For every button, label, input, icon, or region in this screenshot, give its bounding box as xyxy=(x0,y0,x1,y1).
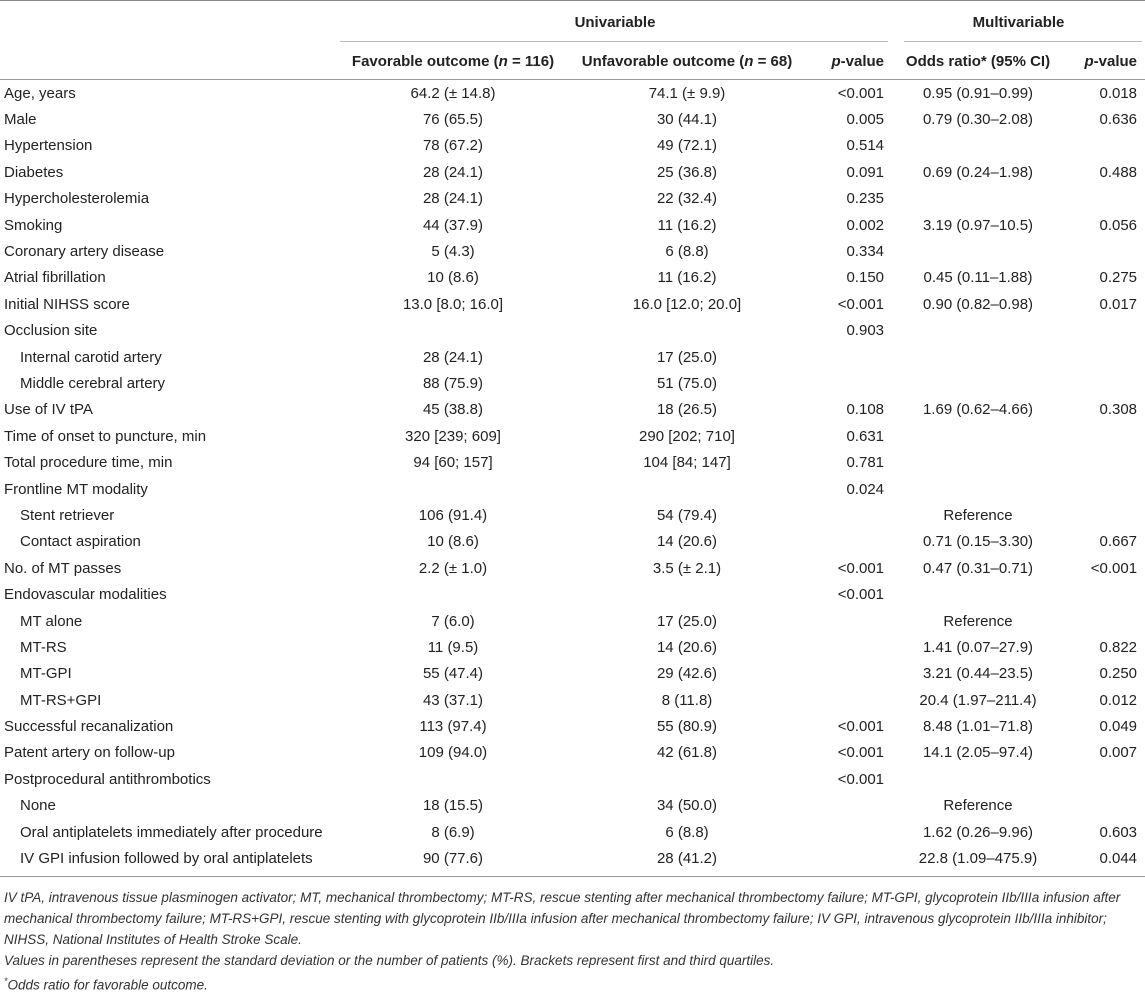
cell-pvalue-multi: 0.603 xyxy=(1099,823,1138,841)
cell-pvalue-multi: 0.049 xyxy=(1099,718,1138,736)
cell-pvalue xyxy=(806,845,892,876)
cell-pvalue: 0.903 xyxy=(846,322,885,340)
cell-pvalue: <0.001 xyxy=(837,559,885,577)
cell-odds-ratio: 0.79 (0.30–2.08) xyxy=(922,111,1034,129)
univariable-underline xyxy=(340,41,888,42)
table-row xyxy=(0,845,1145,876)
cell-pvalue xyxy=(806,661,892,687)
cell-odds-ratio: 1.69 (0.62–4.66) xyxy=(922,401,1034,419)
row-label: Endovascular modalities xyxy=(4,586,167,604)
cell-pvalue xyxy=(806,502,892,528)
table-body xyxy=(0,80,1145,877)
cell-pvalue-multi: 0.275 xyxy=(1099,269,1138,287)
cell-pvalue: 0.091 xyxy=(846,163,885,181)
cell-favorable: 28 (24.1) xyxy=(422,190,484,208)
cell-odds-ratio xyxy=(892,238,1064,264)
cell-unfavorable: 18 (26.5) xyxy=(656,401,718,419)
row-label: Frontline MT modality xyxy=(4,480,148,498)
row-label: Oral antiplatelets immediately after procedure xyxy=(20,823,323,841)
table-row xyxy=(0,793,1145,819)
cell-pvalue xyxy=(806,634,892,660)
cell-pvalue xyxy=(806,793,892,819)
cell-odds-ratio: 14.1 (2.05–97.4) xyxy=(922,744,1034,762)
cell-favorable: 43 (37.1) xyxy=(422,691,484,709)
cell-unfavorable: 49 (72.1) xyxy=(656,137,718,155)
multivariable-underline xyxy=(904,41,1142,42)
cell-favorable: 5 (4.3) xyxy=(431,243,475,261)
cell-pvalue: 0.781 xyxy=(846,454,885,472)
row-label: Coronary artery disease xyxy=(4,243,165,261)
row-label: Use of IV tPA xyxy=(4,401,93,419)
cell-pvalue-multi xyxy=(1064,186,1145,212)
cell-favorable: 55 (47.4) xyxy=(422,665,484,683)
cell-odds-ratio: 22.8 (1.09–475.9) xyxy=(892,845,1064,876)
cell-unfavorable: 14 (20.6) xyxy=(656,533,718,551)
cell-odds-ratio xyxy=(892,476,1064,502)
table-row xyxy=(0,529,1145,555)
cell-favorable: 44 (37.9) xyxy=(422,216,484,234)
cell-pvalue-multi: 0.012 xyxy=(1099,691,1138,709)
row-label: Patent artery on follow-up xyxy=(4,744,175,762)
cell-favorable xyxy=(338,581,568,607)
cell-favorable: 18 (15.5) xyxy=(422,797,484,815)
row-label: MT-RS xyxy=(20,638,67,656)
cell-pvalue: <0.001 xyxy=(837,586,885,604)
abbreviations-note: IV tPA, intravenous tissue plasminogen activator; MT, mechanical thrombectomy; MT-RS, rescue stenting after mechanical thrombectomy failure; MT-GPI, glycoprotein IIb/IIIa infusion after mechanical thrombectomy failure; MT-RS+GPI, rescue stenting with glycoprotein IIb/IIIa infusion after mechanical thrombectomy failure; IV GPI, intravenous glycoprotein IIb/IIIa inhibitor; NIHSS, National Institutes of Health Stroke Scale. xyxy=(4,889,1121,947)
cell-favorable xyxy=(338,766,568,792)
row-label: Occlusion site xyxy=(4,322,98,340)
row-label: Hypercholesterolemia xyxy=(4,190,150,208)
cell-pvalue-multi xyxy=(1064,766,1145,792)
row-label: None xyxy=(20,797,56,815)
cell-unfavorable: 104 [84; 147] xyxy=(643,454,731,472)
table-row xyxy=(0,370,1145,396)
table-row xyxy=(0,634,1145,660)
cell-pvalue-multi xyxy=(1064,581,1145,607)
cell-pvalue: <0.001 xyxy=(837,744,885,762)
cell-unfavorable: 54 (79.4) xyxy=(656,506,718,524)
cell-pvalue: <0.001 xyxy=(837,84,885,102)
cell-favorable: 106 (91.4) xyxy=(418,506,488,524)
cell-unfavorable: 8 (11.8) xyxy=(661,691,713,709)
cell-pvalue: <0.001 xyxy=(837,770,885,788)
cell-pvalue-multi xyxy=(1064,238,1145,264)
cell-pvalue-multi: 0.308 xyxy=(1099,401,1138,419)
cell-odds-ratio: Reference xyxy=(943,506,1013,524)
table-row xyxy=(0,608,1145,634)
column-header-row xyxy=(0,43,1145,80)
cell-unfavorable xyxy=(568,766,806,792)
cell-favorable xyxy=(338,476,568,502)
cell-odds-ratio: 3.19 (0.97–10.5) xyxy=(922,216,1034,234)
cell-pvalue-multi xyxy=(1064,370,1145,396)
cell-pvalue-multi xyxy=(1064,608,1145,634)
row-label: Time of onset to puncture, min xyxy=(4,427,207,445)
cell-unfavorable: 29 (42.6) xyxy=(656,665,718,683)
cell-odds-ratio: Reference xyxy=(943,797,1013,815)
cell-favorable: 90 (77.6) xyxy=(338,845,568,876)
row-label: Age, years xyxy=(4,84,76,102)
cell-pvalue-multi: <0.001 xyxy=(1090,559,1138,577)
cell-pvalue-multi: 0.822 xyxy=(1099,638,1138,656)
cell-odds-ratio xyxy=(892,581,1064,607)
table-row xyxy=(0,449,1145,475)
table-row xyxy=(0,291,1145,317)
table-row xyxy=(0,476,1145,502)
cell-pvalue-multi xyxy=(1064,793,1145,819)
table-row xyxy=(0,397,1145,423)
cell-unfavorable: 290 [202; 710] xyxy=(639,427,735,445)
cell-favorable: 113 (97.4) xyxy=(419,718,487,736)
cell-pvalue: 0.024 xyxy=(846,480,885,498)
cell-pvalue: 0.631 xyxy=(846,427,885,445)
cell-favorable: 7 (6.0) xyxy=(431,612,475,630)
row-label: Hypertension xyxy=(4,137,93,155)
cell-favorable: 28 (24.1) xyxy=(422,163,484,181)
cell-pvalue-multi: 0.488 xyxy=(1099,163,1138,181)
table-row xyxy=(0,80,1145,107)
cell-unfavorable: 74.1 (± 9.9) xyxy=(648,84,726,102)
group-header-row xyxy=(0,1,1145,44)
row-label: IV GPI infusion followed by oral antiplatelets xyxy=(0,845,338,876)
row-label: Middle cerebral artery xyxy=(20,374,166,392)
cell-favorable: 45 (38.8) xyxy=(422,401,484,419)
cell-odds-ratio xyxy=(892,318,1064,344)
cell-unfavorable xyxy=(568,476,806,502)
cell-pvalue-multi: 0.018 xyxy=(1099,84,1138,102)
cell-odds-ratio xyxy=(892,423,1064,449)
cell-pvalue: 0.002 xyxy=(846,216,885,234)
table-row xyxy=(0,713,1145,739)
cell-pvalue xyxy=(806,344,892,370)
cell-favorable: 64.2 (± 14.8) xyxy=(410,84,496,102)
cell-odds-ratio xyxy=(892,186,1064,212)
cell-odds-ratio xyxy=(892,344,1064,370)
cell-unfavorable xyxy=(568,318,806,344)
col-favorable: Favorable outcome (n = 116) xyxy=(338,43,568,80)
cell-unfavorable: 25 (36.8) xyxy=(656,163,718,181)
col-unfavorable: Unfavorable outcome (n = 68) xyxy=(568,43,806,80)
table-row xyxy=(0,265,1145,291)
cell-favorable: 320 [239; 609] xyxy=(405,427,501,445)
table-row xyxy=(0,766,1145,792)
cell-pvalue: <0.001 xyxy=(837,295,885,313)
cell-odds-ratio xyxy=(892,133,1064,159)
cell-unfavorable: 11 (16.2) xyxy=(657,216,717,234)
cell-unfavorable: 34 (50.0) xyxy=(656,797,718,815)
cell-pvalue-multi xyxy=(1064,449,1145,475)
table-row xyxy=(0,423,1145,449)
cell-pvalue-multi xyxy=(1064,318,1145,344)
table-row xyxy=(0,238,1145,264)
table-row xyxy=(0,502,1145,528)
row-label: MT-RS+GPI xyxy=(20,691,102,709)
row-label: Male xyxy=(4,111,37,129)
cell-favorable: 11 (9.5) xyxy=(427,638,479,656)
cell-pvalue xyxy=(806,687,892,713)
cell-odds-ratio: 20.4 (1.97–211.4) xyxy=(919,691,1037,709)
cell-unfavorable: 22 (32.4) xyxy=(656,190,718,208)
cell-unfavorable: 17 (25.0) xyxy=(656,612,718,630)
cell-odds-ratio xyxy=(892,766,1064,792)
cell-pvalue-multi xyxy=(1064,344,1145,370)
cell-unfavorable: 3.5 (± 2.1) xyxy=(652,559,722,577)
values-note: Values in parentheses represent the standard deviation or the number of patients (%). Brackets represent first and third quartiles. xyxy=(4,952,775,968)
cell-unfavorable: 55 (80.9) xyxy=(656,718,718,736)
cell-favorable: 13.0 [8.0; 16.0] xyxy=(402,295,504,313)
row-label: Postprocedural antithrombotics xyxy=(4,770,211,788)
group-multivariable: Multivariable xyxy=(972,13,1065,31)
row-label: Atrial fibrillation xyxy=(4,269,106,287)
cell-favorable: 76 (65.5) xyxy=(422,111,484,129)
cell-favorable xyxy=(338,318,568,344)
cell-unfavorable: 30 (44.1) xyxy=(656,111,718,129)
cell-pvalue-multi xyxy=(1064,476,1145,502)
cell-unfavorable: 42 (61.8) xyxy=(656,744,718,762)
cell-odds-ratio: 0.69 (0.24–1.98) xyxy=(922,163,1034,181)
cell-odds-ratio xyxy=(892,370,1064,396)
table-row xyxy=(0,106,1145,132)
cell-odds-ratio xyxy=(892,449,1064,475)
cell-pvalue-multi: 0.007 xyxy=(1099,744,1138,762)
cell-pvalue: 0.514 xyxy=(846,137,885,155)
odds-ratio-footnote: *Odds ratio for favorable outcome. xyxy=(4,975,208,993)
row-label: No. of MT passes xyxy=(4,559,122,577)
cell-odds-ratio: 8.48 (1.01–71.8) xyxy=(922,718,1034,736)
row-label: MT-GPI xyxy=(20,665,72,683)
cell-unfavorable: 51 (75.0) xyxy=(656,374,718,392)
cell-favorable: 28 (24.1) xyxy=(422,348,484,366)
cell-odds-ratio: 0.47 (0.31–0.71) xyxy=(922,559,1034,577)
table-row xyxy=(0,581,1145,607)
cell-odds-ratio: Reference xyxy=(943,612,1013,630)
cell-odds-ratio: 1.41 (0.07–27.9) xyxy=(922,638,1034,656)
row-label: Successful recanalization xyxy=(4,718,174,736)
col-label-blank xyxy=(0,43,338,80)
cell-unfavorable: 6 (8.8) xyxy=(665,243,709,261)
cell-pvalue-multi xyxy=(1064,133,1145,159)
cell-pvalue-multi xyxy=(1064,423,1145,449)
cell-odds-ratio: 0.95 (0.91–0.99) xyxy=(922,84,1034,102)
table-row xyxy=(0,661,1145,687)
row-label: Stent retriever xyxy=(20,506,115,524)
table-row xyxy=(0,819,1145,845)
table-row xyxy=(0,159,1145,185)
cell-pvalue-multi: 0.250 xyxy=(1099,665,1138,683)
cell-pvalue: 0.150 xyxy=(846,269,885,287)
cell-odds-ratio: 0.71 (0.15–3.30) xyxy=(922,533,1034,551)
cell-favorable: 10 (8.6) xyxy=(427,533,479,551)
cell-pvalue-multi: 0.636 xyxy=(1099,111,1138,129)
cell-favorable: 8 (6.9) xyxy=(431,823,475,841)
cell-odds-ratio: 0.90 (0.82–0.98) xyxy=(922,295,1034,313)
row-label: Diabetes xyxy=(4,163,64,181)
row-label: MT alone xyxy=(20,612,83,630)
cell-pvalue-multi: 0.017 xyxy=(1099,295,1138,313)
cell-odds-ratio: 3.21 (0.44–23.5) xyxy=(922,665,1034,683)
cell-favorable: 10 (8.6) xyxy=(427,269,479,287)
table-row xyxy=(0,212,1145,238)
cell-pvalue: 0.005 xyxy=(846,111,885,129)
row-label: Initial NIHSS score xyxy=(4,295,130,313)
cell-pvalue xyxy=(806,529,892,555)
col-pvalue: p-value xyxy=(806,43,892,80)
cell-pvalue xyxy=(806,370,892,396)
cell-unfavorable: 11 (16.2) xyxy=(657,269,717,287)
cell-odds-ratio: 0.45 (0.11–1.88) xyxy=(923,269,1033,287)
cell-favorable: 78 (67.2) xyxy=(422,137,484,155)
cell-pvalue-multi xyxy=(1064,502,1145,528)
cell-unfavorable: 16.0 [12.0; 20.0] xyxy=(632,295,742,313)
cell-unfavorable: 28 (41.2) xyxy=(568,845,806,876)
cell-unfavorable: 17 (25.0) xyxy=(656,348,718,366)
table-row xyxy=(0,344,1145,370)
table-notes xyxy=(0,877,1145,996)
cell-pvalue: 0.108 xyxy=(846,401,885,419)
cell-favorable: 88 (75.9) xyxy=(422,374,484,392)
footnote-mark: * xyxy=(4,975,8,986)
row-label: Contact aspiration xyxy=(20,533,141,551)
col-odds-ratio: Odds ratio* (95% CI) xyxy=(892,43,1064,80)
table-row xyxy=(0,186,1145,212)
table-row xyxy=(0,318,1145,344)
table-row xyxy=(0,740,1145,766)
cell-pvalue: 0.334 xyxy=(846,243,885,261)
cell-favorable: 2.2 (± 1.0) xyxy=(418,559,488,577)
row-label: Smoking xyxy=(4,216,63,234)
cell-favorable: 109 (94.0) xyxy=(418,744,488,762)
cell-pvalue-multi: 0.044 xyxy=(1064,845,1145,876)
cell-favorable: 94 [60; 157] xyxy=(413,454,493,472)
row-label: Total procedure time, min xyxy=(4,454,173,472)
cell-pvalue xyxy=(806,819,892,845)
table-row xyxy=(0,687,1145,713)
col-pvalue-multi: p-value xyxy=(1064,43,1145,80)
table-row xyxy=(0,555,1145,581)
cell-pvalue xyxy=(806,608,892,634)
row-label: Internal carotid artery xyxy=(20,348,162,366)
cell-pvalue-multi: 0.056 xyxy=(1099,216,1138,234)
table-row xyxy=(0,133,1145,159)
cell-unfavorable: 14 (20.6) xyxy=(656,638,718,656)
group-univariable: Univariable xyxy=(574,13,656,31)
cell-pvalue-multi: 0.667 xyxy=(1099,533,1138,551)
cell-odds-ratio: 1.62 (0.26–9.96) xyxy=(922,823,1034,841)
cell-unfavorable: 6 (8.8) xyxy=(665,823,709,841)
cell-pvalue: <0.001 xyxy=(837,718,885,736)
cell-unfavorable xyxy=(568,581,806,607)
cell-pvalue: 0.235 xyxy=(846,190,885,208)
group-blank xyxy=(0,1,338,44)
